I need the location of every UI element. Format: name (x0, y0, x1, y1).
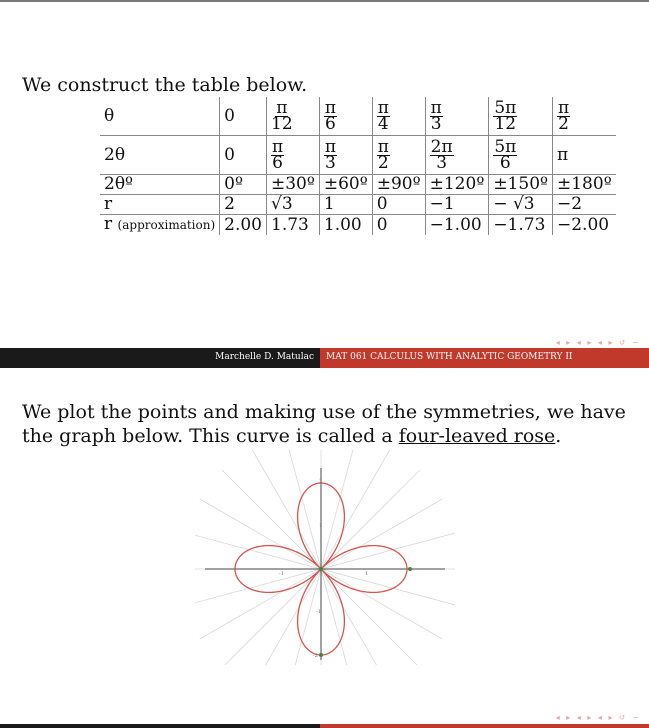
plot-point (408, 567, 412, 571)
tick-label-x-neg1: -1 (279, 571, 284, 577)
cell-fraction: $\frac{\pi}{2}$ (372, 136, 425, 175)
tick-label-y-neg1: -1 (316, 609, 321, 615)
cell: ±30º (267, 175, 320, 195)
tick-label-x-1: 1 (365, 571, 369, 577)
cell: 0 (220, 136, 267, 175)
footer-author: Marchelle D. Matulac (215, 352, 314, 362)
slide-footer (0, 338, 649, 368)
cell-fraction: $\frac{\pi}{3}$ (319, 136, 372, 175)
beamer-nav-icons[interactable]: ◂ ▸ ◂ ▸ ◂ ▸ ↺ ∽ (555, 338, 641, 347)
cell: 0 (372, 195, 425, 215)
footer-course: MAT 061 CALCULUS WITH ANALYTIC GEOMETRY II (326, 352, 573, 362)
cell: − √3 (489, 195, 553, 215)
tick-label-y-2: 2 (319, 479, 323, 485)
row-label-r: r (100, 195, 220, 215)
cell: 1.73 (267, 215, 320, 236)
radial-gridlines (195, 450, 455, 665)
cell: −1.73 (489, 215, 553, 236)
cell: 1.00 (319, 215, 372, 236)
table-row-r-approx (100, 215, 616, 236)
cell-fraction: $\frac{\pi}{6}$ (267, 136, 320, 175)
rose-graph (195, 450, 455, 665)
row-label-theta: θ (104, 105, 115, 126)
cell: ±60º (319, 175, 372, 195)
cell: −1.00 (425, 215, 489, 236)
cell: ±120º (425, 175, 489, 195)
cell-fraction: $\frac{2\pi}{3}$ (425, 136, 489, 175)
table-row-theta (100, 97, 616, 136)
cell-fraction: $\frac{\pi}{4}$ (372, 97, 425, 136)
cell: √3 (267, 195, 320, 215)
cell-fraction: $\frac{\pi}{12}$ (267, 97, 320, 136)
footer-author-bar (0, 348, 320, 368)
cell: 0 (372, 215, 425, 236)
cell: −2.00 (553, 215, 616, 236)
tick-label-y-1: 1 (319, 523, 323, 529)
slide-table (0, 2, 649, 348)
cell: 2.00 (220, 215, 267, 236)
table-row-r (100, 195, 616, 215)
table-row-two-theta (100, 136, 616, 175)
footer-course-bar (320, 348, 649, 368)
plot-point (319, 653, 323, 657)
cell: ±90º (372, 175, 425, 195)
tick-label-y-neg2: -2 (313, 653, 318, 659)
cell-fraction: $\frac{5\pi}{12}$ (489, 97, 553, 136)
value-table (100, 97, 616, 235)
bottom-bar (0, 724, 649, 728)
origin-point (319, 567, 323, 571)
row-label-two-theta: 2θ (100, 136, 220, 175)
cell: −1 (425, 195, 489, 215)
cell-fraction: $\frac{\pi}{3}$ (425, 97, 489, 136)
cell: 1 (319, 195, 372, 215)
cell-fraction: $\frac{\pi}{2}$ (553, 97, 616, 136)
graph-description: We plot the points and making use of the symmetries, we have the graph below. This curve is called a four-leaved rose. (22, 401, 626, 447)
cell: ±180º (553, 175, 616, 195)
row-label-r-approx: r (approximation) (100, 215, 220, 236)
cell: ±150º (489, 175, 553, 195)
cell: 0 (220, 97, 267, 136)
term-four-leaved-rose: four-leaved rose (398, 425, 556, 447)
cell: 0º (220, 175, 267, 195)
beamer-nav-icons-bottom[interactable]: ◂ ▸ ◂ ▸ ◂ ▸ ↺ ∽ (555, 713, 641, 722)
cell: −2 (553, 195, 616, 215)
cell-fraction: $\frac{\pi}{6}$ (319, 97, 372, 136)
cell-fraction: $\frac{5\pi}{6}$ (489, 136, 553, 175)
cell: π (553, 136, 616, 175)
cell: 2 (220, 195, 267, 215)
intro-text: We construct the table below. (22, 74, 308, 96)
table-row-degrees (100, 175, 616, 195)
row-label-degrees: 2θº (100, 175, 220, 195)
